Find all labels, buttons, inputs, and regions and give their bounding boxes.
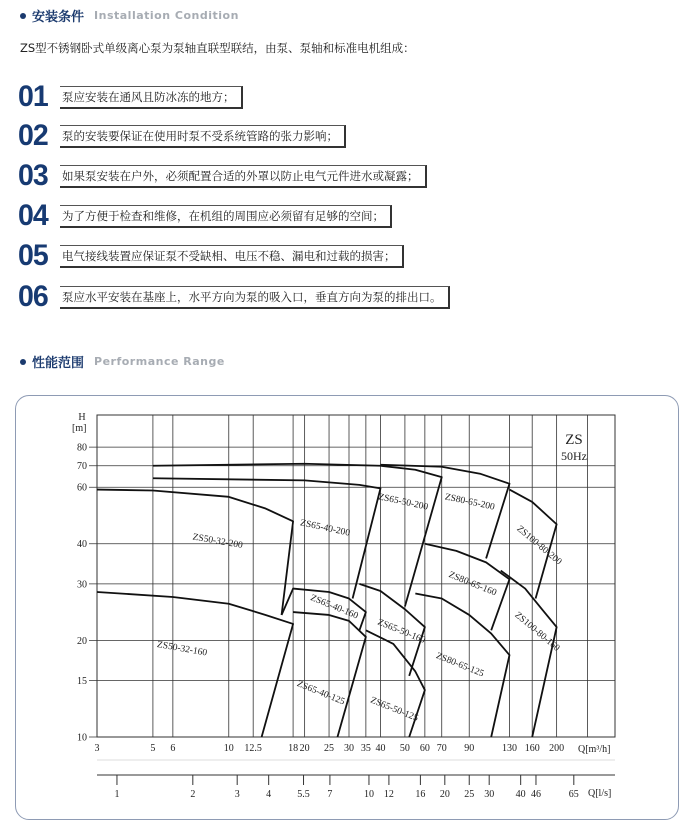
item-text: 泵应水平安装在基座上，水平方向为泵的吸入口，垂直方向为泵的排出口。 [60, 286, 450, 309]
x-tick-label: 20 [299, 743, 310, 754]
item-number: 06 [18, 280, 48, 313]
heading-en: Installation Condition [94, 9, 239, 22]
x2-tick-label: 12 [383, 789, 394, 800]
curve-label: ZS80-65-160 [447, 570, 498, 599]
chart-title: ZS [565, 432, 583, 448]
item-text: 为了方便于检查和维修，在机组的周围应必须留有足够的空间； [60, 205, 392, 228]
curve-label: ZS65-50-160 [375, 617, 427, 646]
x-tick-label: 200 [549, 743, 565, 754]
x-tick-label: 35 [360, 743, 371, 754]
x2-tick-label: 4 [266, 789, 272, 800]
curve-zs50-32-200 [97, 490, 293, 615]
curve-label: ZS65-50-200 [377, 492, 429, 513]
x2-tick-label: 10 [363, 789, 374, 800]
item-number: 01 [18, 80, 48, 113]
y-axis-label: H [78, 412, 86, 423]
y-tick-label: 60 [77, 482, 87, 494]
x-tick-label: 25 [324, 743, 335, 754]
x-tick-label: 5 [150, 743, 156, 754]
heading-en: Performance Range [94, 355, 225, 368]
y-tick-label: 30 [77, 579, 87, 591]
y-tick-label: 70 [77, 461, 87, 473]
curve-zs65-40-200 [153, 478, 381, 598]
item-text: 泵应安装在通风且防冰冻的地方； [60, 86, 243, 109]
x-tick-label: 40 [375, 743, 386, 754]
curve-label: ZS100-80-160 [512, 610, 562, 654]
x-tick-label: 6 [170, 743, 176, 754]
curve-label: ZS65-50-125 [368, 695, 420, 724]
curve-label: ZS80-65-125 [434, 651, 486, 680]
item-text: 电气接线装置应保证泵不受缺相、电压不稳、漏电和过载的损害； [60, 245, 404, 268]
curve-label: ZS65-40-125 [295, 679, 347, 708]
y-tick-label: 20 [77, 635, 87, 647]
heading-cn: 性能范围 [32, 356, 85, 371]
curve-label: ZS50-32-200 [191, 532, 244, 552]
y-tick-label: 40 [77, 539, 87, 551]
curve-zs65-40-125 [293, 612, 366, 737]
x-tick-label: 12.5 [244, 743, 262, 754]
y-tick-label: 15 [77, 675, 87, 687]
x-tick-label: 18 [288, 743, 299, 754]
y-tick-label: 80 [77, 442, 87, 454]
curve-label: ZS65-40-200 [299, 518, 351, 539]
item-text: 泵的安装要保证在使用时泵不受系统管路的张力影响； [60, 125, 346, 148]
x-axis-label: Q[m³/h] [578, 744, 611, 755]
chart-subtitle: 50Hz [561, 449, 587, 463]
x-tick-label: 3 [94, 743, 100, 754]
curve-label: ZS50-32-160 [156, 639, 208, 659]
x-tick-label: 70 [436, 743, 447, 754]
item-number: 03 [18, 159, 48, 192]
curve-label: ZS65-40-160 [308, 593, 360, 622]
curve-zs50-32-160 [97, 592, 293, 737]
x2-tick-label: 2 [190, 789, 196, 800]
x2-axis-label: Q[l/s] [588, 788, 612, 799]
intro-text: ZS型不锈钢卧式单级离心泵为泵轴直联型联结，由泵、泵轴和标准电机组成： [20, 41, 415, 55]
x2-tick-label: 16 [415, 789, 426, 800]
x2-tick-label: 7 [327, 789, 333, 800]
x2-tick-label: 25 [464, 789, 475, 800]
item-number: 02 [18, 119, 48, 152]
x-tick-label: 30 [344, 743, 354, 754]
x2-tick-label: 40 [515, 789, 526, 800]
curve-label: ZS80-65-200 [443, 492, 496, 513]
x-tick-label: 160 [524, 743, 540, 754]
curve-label: ZS100-80-200 [514, 524, 564, 568]
y-axis-unit: [m] [72, 423, 87, 434]
x-tick-label: 50 [399, 743, 410, 754]
x-tick-label: 130 [501, 743, 517, 754]
heading-cn: 安装条件 [32, 10, 85, 25]
x2-tick-label: 65 [568, 789, 579, 800]
x2-tick-label: 46 [530, 789, 541, 800]
x2-tick-label: 1 [114, 789, 120, 800]
y-tick-label: 10 [77, 732, 87, 744]
x2-tick-label: 3 [234, 789, 240, 800]
plot-border [97, 415, 615, 737]
item-text: 如果泵安装在户外，必须配置合适的外罩以防止电气元件进水或凝露； [60, 165, 427, 188]
x2-tick-label: 5.5 [297, 789, 310, 800]
x-tick-label: 90 [464, 743, 475, 754]
x2-tick-label: 20 [439, 789, 450, 800]
x2-tick-label: 30 [484, 789, 495, 800]
item-number: 05 [18, 239, 48, 272]
x-tick-label: 60 [419, 743, 430, 754]
x-tick-label: 10 [223, 743, 234, 754]
item-number: 04 [18, 199, 48, 232]
